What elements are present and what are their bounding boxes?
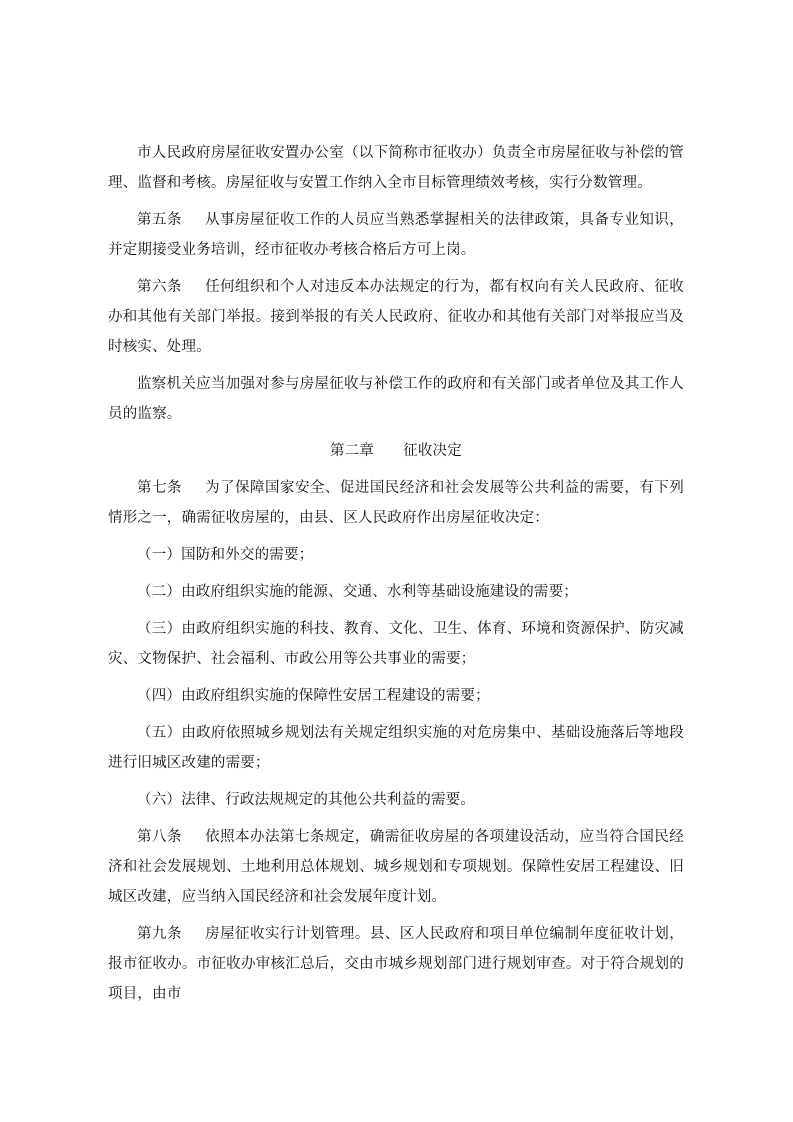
article-number: 第五条 xyxy=(137,212,182,228)
article-text: 依照本办法第七条规定，确需征收房屋的各项建设活动，应当符合国民经济和社会发展规划、土地利用总体规划、城乡规划和专项规划。保障性安居工程建设、旧城区改建，应当纳入国民经济和社会发展年度计划。 xyxy=(108,829,684,905)
article-8 xyxy=(108,822,684,912)
list-item xyxy=(108,540,684,570)
article-9 xyxy=(108,919,684,1009)
list-item-text: （六）法律、行政法规规定的其他公共利益的需要。 xyxy=(137,792,476,808)
article-text: 从事房屋征收工作的人员应当熟悉掌握相关的法律政策，具备专业知识，并定期接受业务培训，经市征收办考核合格后方可上岗。 xyxy=(108,212,684,258)
list-item xyxy=(108,614,684,674)
chapter-title: 征收决定 xyxy=(403,443,462,459)
list-item xyxy=(108,577,684,607)
list-item-text: （四）由政府组织实施的保障性安居工程建设的需要； xyxy=(137,688,490,704)
list-item-text: （三）由政府组织实施的科技、教育、文化、卫生、体育、环境和资源保护、防灾减灾、文物保护、社会福利、市政公用等公共事业的需要； xyxy=(108,621,684,667)
list-item-text: （二）由政府组织实施的能源、交通、水利等基础设施建设的需要； xyxy=(137,584,578,600)
list-item xyxy=(108,718,684,778)
article-number: 第六条 xyxy=(137,279,182,295)
paragraph-text: 监察机关应当加强对参与房屋征收与补偿工作的政府和有关部门或者单位及其工作人员的监察。 xyxy=(108,376,684,422)
list-item-text: （五）由政府依照城乡规划法有关规定组织实施的对危房集中、基础设施落后等地段进行旧城区改建的需要； xyxy=(108,725,684,771)
article-number: 第七条 xyxy=(137,480,182,496)
paragraph xyxy=(108,138,684,198)
list-item xyxy=(108,681,684,711)
article-6 xyxy=(108,272,684,362)
article-number: 第九条 xyxy=(137,926,182,942)
paragraph xyxy=(108,369,684,429)
article-5 xyxy=(108,205,684,265)
article-text: 为了保障国家安全、促进国民经济和社会发展等公共利益的需要，有下列情形之一，确需征收房屋的，由县、区人民政府作出房屋征收决定： xyxy=(108,480,684,526)
article-7 xyxy=(108,473,684,533)
article-text: 任何组织和个人对违反本办法规定的行为，都有权向有关人民政府、征收办和其他有关部门举报。接到举报的有关人民政府、征收办和其他有关部门对举报应当及时核实、处理。 xyxy=(108,279,684,355)
list-item xyxy=(108,785,684,815)
chapter-number: 第二章 xyxy=(330,443,375,459)
article-number: 第八条 xyxy=(137,829,182,845)
chapter-heading xyxy=(108,436,684,466)
document-body xyxy=(108,138,684,1016)
article-text: 房屋征收实行计划管理。县、区人民政府和项目单位编制年度征收计划，报市征收办。市征收办审核汇总后，交由市城乡规划部门进行规划审查。对于符合规划的项目，由市 xyxy=(108,926,684,1002)
list-item-text: （一）国防和外交的需要； xyxy=(137,547,314,563)
paragraph-text: 市人民政府房屋征收安置办公室（以下简称市征收办）负责全市房屋征收与补偿的管理、监督和考核。房屋征收与安置工作纳入全市目标管理绩效考核，实行分数管理。 xyxy=(108,145,684,191)
